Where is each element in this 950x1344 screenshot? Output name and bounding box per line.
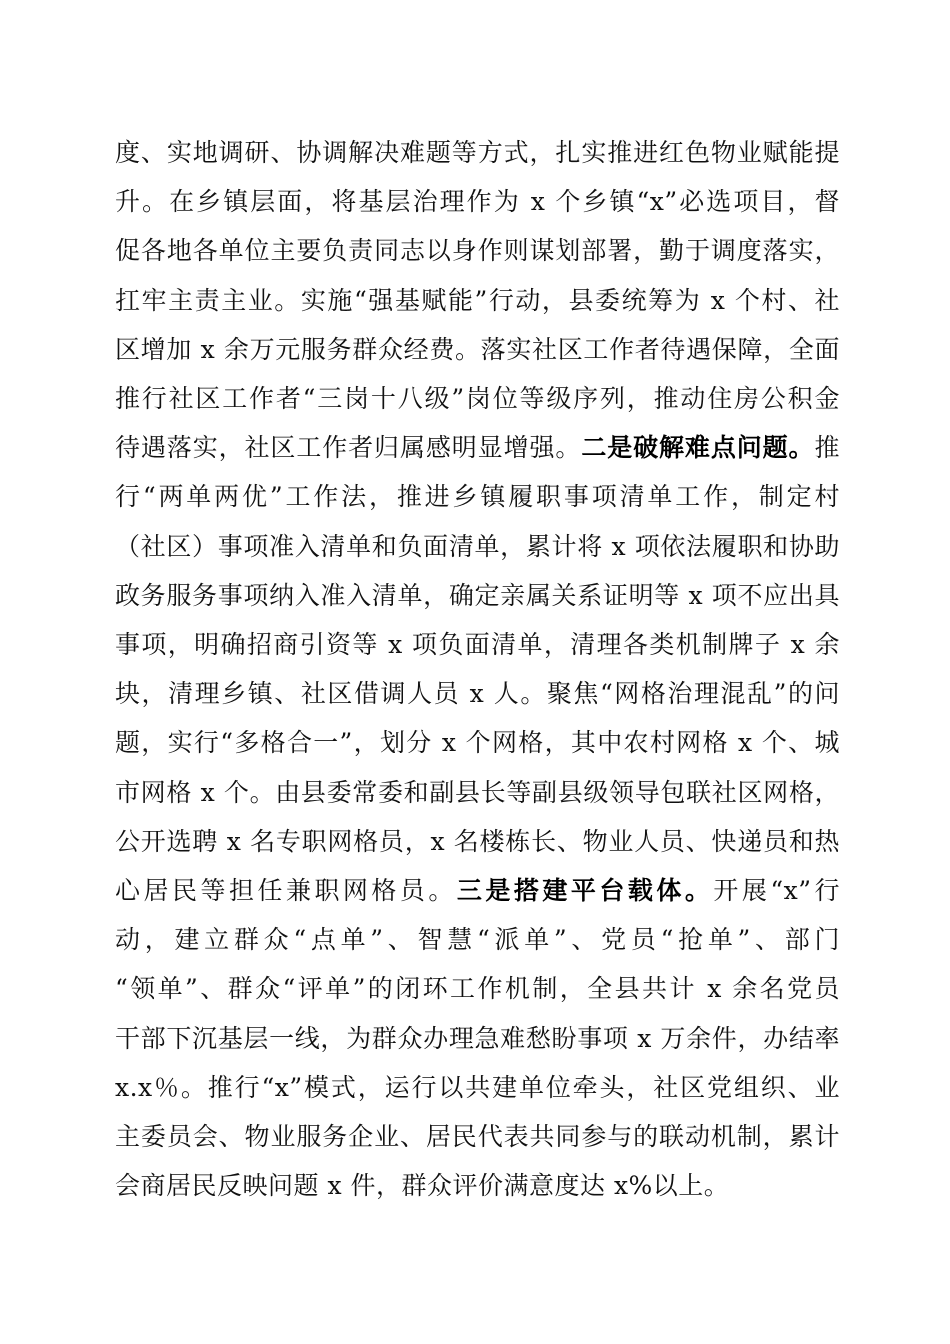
text-segment: 区增加 x 余万元服务群众经费。落实社区工作者待遇保障，全面	[115, 334, 840, 364]
text-line	[115, 374, 840, 423]
text-segment: 题，实行“多格合一”，划分 x 个网格，其中农村网格 x 个、城	[115, 728, 840, 758]
text-line	[115, 768, 840, 817]
text-segment: 动，建立群众“点单”、智慧“派单”、党员“抢单”、部门	[115, 925, 840, 955]
text-segment: 行“两单两优”工作法，推进乡镇履职事项清单工作，制定村	[115, 482, 840, 512]
text-line	[115, 325, 840, 374]
text-segment: 心居民等担任兼职网格员。	[115, 876, 457, 906]
text-segment: （社区）事项准入清单和负面清单，累计将 x 项依法履职和协助	[115, 531, 840, 561]
text-segment: 公开选聘 x 名专职网格员，x 名楼栋长、物业人员、快递员和热	[115, 826, 840, 856]
text-segment: “领单”、群众“评单”的闭环工作机制，全县共计 x 余名党员	[115, 974, 840, 1004]
text-line	[115, 276, 840, 325]
text-segment: 开展“x”行	[713, 876, 840, 906]
text-line	[115, 817, 840, 866]
body-paragraph	[115, 128, 840, 1210]
text-line	[115, 620, 840, 669]
text-segment: 度、实地调研、协调解决难题等方式，扎实推进红色物业赋能提	[115, 138, 840, 167]
text-segment: 会商居民反映问题 x 件，群众评价满意度达 x%以上。	[115, 1171, 730, 1201]
text-segment: 主委员会、物业服务企业、居民代表共同参与的联动机制，累计	[115, 1122, 840, 1152]
text-segment: 市网格 x 个。由县委常委和副县长等副县级领导包联社区网格，	[115, 777, 840, 807]
text-line	[115, 423, 840, 472]
text-line	[115, 177, 840, 226]
bold-heading-segment: 三是搭建平台载体。	[456, 876, 714, 906]
text-line	[115, 866, 840, 915]
text-line	[115, 472, 840, 521]
text-segment: 升。在乡镇层面，将基层治理作为 x 个乡镇“x”必选项目，督	[115, 187, 840, 217]
text-segment: 促各地各单位主要负责同志以身作则谋划部署，勤于调度落实，	[115, 236, 840, 266]
text-segment: 块，清理乡镇、社区借调人员 x 人。聚焦“网格治理混乱”的问	[115, 679, 840, 709]
text-line	[115, 128, 840, 177]
text-line	[115, 226, 840, 275]
text-line	[115, 1112, 840, 1161]
text-line	[115, 669, 840, 718]
text-segment: 扛牢主责主业。实施“强基赋能”行动，县委统筹为 x 个村、社	[115, 285, 840, 315]
text-segment: x.x％。推行“x”模式，运行以共建单位牵头，社区党组织、业	[115, 1072, 840, 1102]
text-line	[115, 718, 840, 767]
bold-heading-segment: 二是破解难点问题。	[581, 433, 815, 463]
text-segment: 推	[814, 433, 840, 463]
text-line	[115, 571, 840, 620]
text-segment: 待遇落实，社区工作者归属感明显增强。	[115, 433, 582, 463]
text-line	[115, 915, 840, 964]
text-line	[115, 1014, 840, 1063]
text-line	[115, 522, 840, 571]
text-segment: 干部下沉基层一线，为群众办理急难愁盼事项 x 万余件，办结率	[115, 1023, 840, 1053]
text-line	[115, 1063, 840, 1112]
text-segment: 事项，明确招商引资等 x 项负面清单，清理各类机制牌子 x 余	[115, 630, 840, 660]
text-line	[115, 1161, 840, 1210]
text-segment: 政务服务事项纳入准入清单，确定亲属关系证明等 x 项不应出具	[115, 580, 840, 610]
text-segment: 推行社区工作者“三岗十八级”岗位等级序列，推动住房公积金	[115, 384, 840, 414]
text-line	[115, 964, 840, 1013]
